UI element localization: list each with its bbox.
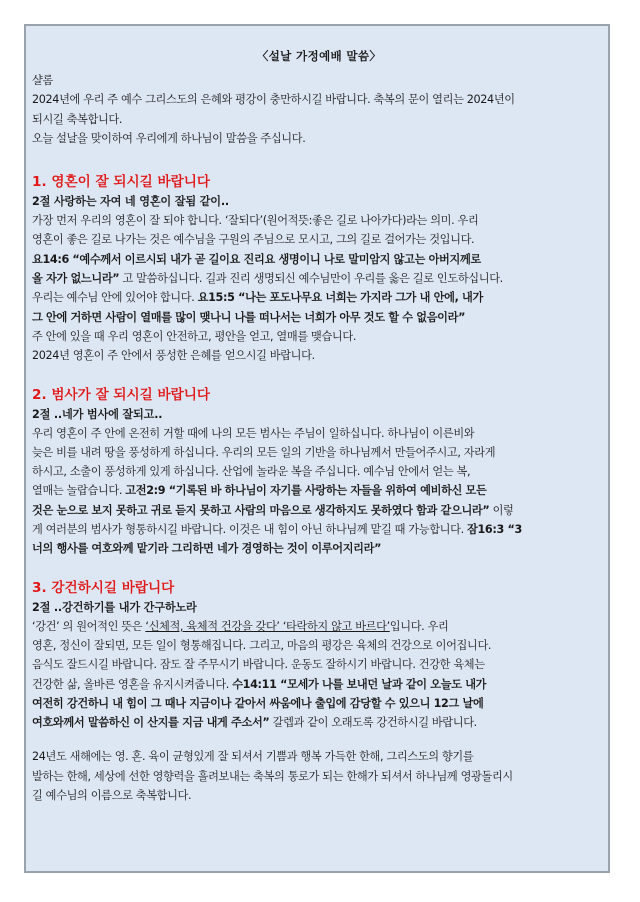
intro-line: 샬롬 [32, 74, 53, 87]
body-line [32, 481, 606, 500]
body-text: 게 여러분의 범사가 형통하시길 바랍니다. 이것은 내 힘이 아닌 하나님께 맡길 때 가능합니다. [32, 523, 468, 537]
intro-line: 되시길 축복합니다. [32, 112, 123, 126]
body-line [32, 675, 606, 694]
intro-block [32, 71, 606, 148]
document-body [32, 48, 606, 805]
body-line [32, 269, 606, 288]
body-text: ‘강건’ 의 원어적인 뜻은 [32, 619, 146, 633]
scripture-quote: 잠16:3 “3 [467, 523, 522, 537]
scripture-quote: 고전2:9 “기록된 바 하나님이 자기를 사랑하는 자들을 위하여 예비하신 모든 [125, 484, 487, 498]
body-text: 늦은 비를 내려 땅을 풍성하게 하십니다. 우리의 모든 일의 기반을 하나님께서 만들어주시고, 자라게 [32, 445, 496, 459]
body-line [32, 655, 606, 674]
body-text: 영혼이 좋은 길로 나가는 것은 예수님을 구원의 주님으로 모시고, 그의 길로 걸어가는 것입니다. [32, 233, 475, 247]
body-line [32, 520, 606, 539]
closing-line: 발하는 한해, 세상에 선한 영향력을 흘려보내는 축복의 통로가 되는 한해가 되셔서 하나님께 영광돌리시 [32, 769, 513, 783]
scripture-quote: 것은 눈으로 보지 못하고 귀로 듣지 못하고 사람의 마음으로 생각하지도 못하였다 함과 같으니라” [32, 503, 490, 517]
body-text: 갈렙과 같이 오래도록 강건하시길 바랍니다. [269, 716, 477, 730]
body-text: 가장 먼저 우리의 영혼이 잘 되야 합니다. ‘잘되다’(원어적뜻:좋은 길로 나아가다)라는 의미. 우리 [32, 214, 479, 228]
closing-line: 길 예수님의 이름으로 축복합니다. [32, 789, 192, 803]
body-text: 이렇 [489, 503, 514, 517]
intro-line: 오늘 설날을 맞이하여 우리에게 하나님이 말씀을 주십니다. [32, 131, 306, 145]
body-line [32, 250, 606, 269]
body-line [32, 713, 606, 732]
section-body [32, 424, 606, 559]
body-line [32, 211, 606, 230]
scripture-quote: 요15:5 “나는 포도나무요 너희는 가지라 그가 내 안에, 내가 [197, 291, 483, 305]
body-text: 우리 영혼이 주 안에 온전히 거할 때에 나의 모든 범사는 주님이 일하십니다. 하나님이 이른비와 [32, 426, 475, 440]
body-line [32, 424, 606, 443]
intro-line: 2024년에 우리 주 예수 그리스도의 은혜와 평강이 충만하시길 바랍니다. 축복의 문이 열리는 2024년이 [32, 93, 515, 107]
body-line [32, 617, 606, 636]
body-text: ‘신체적, 육체적 건강을 갖다’ ‘타락하지 않고 바르다’ [145, 619, 390, 633]
scripture-quote: 여호와께서 말씀하신 이 산지를 지금 내게 주소서” [32, 716, 270, 730]
body-line [32, 539, 606, 558]
section-body [32, 211, 606, 365]
closing-block [32, 747, 606, 805]
body-line [32, 230, 606, 249]
body-line [32, 443, 606, 462]
body-line [32, 636, 606, 655]
section-subheading: 2절 사랑하는 자여 네 영혼이 잘됨 같이.. [32, 195, 229, 209]
body-line [32, 288, 606, 307]
page-title: 〈설날 가정예배 말씀〉 [256, 49, 382, 63]
body-text: 음식도 잘드시길 바랍니다. 잠도 잘 주무시기 바랍니다. 운동도 잘하시기 바랍니다. 건강한 육체는 [32, 658, 485, 672]
body-text: 고 말씀하십니다. 길과 진리 생명되신 예수님만이 우리를 옳은 길로 인도하십니다. [119, 272, 503, 286]
section-3 [32, 578, 606, 733]
section-subheading: 2절 ..네가 범사에 잘되고.. [32, 407, 163, 421]
section-2 [32, 385, 606, 559]
section-heading: 2. 범사가 잘 되시길 바랍니다 [32, 386, 210, 403]
section-body [32, 617, 606, 733]
body-text: 주 안에 있을 때 우리 영혼이 안전하고, 평안을 얻고, 열매를 맺습니다. [32, 329, 357, 343]
section-subheading: 2절 ..강건하기를 내가 간구하노라 [32, 600, 197, 614]
body-line [32, 462, 606, 481]
document-frame [24, 24, 610, 873]
body-text: 입니다. 우리 [389, 619, 449, 633]
body-text: 건강한 삶, 올바른 영혼을 유지시켜줍니다. [32, 677, 233, 691]
section-heading: 1. 영혼이 잘 되시길 바랍니다 [32, 174, 210, 191]
body-line [32, 346, 606, 365]
body-text: 하시고, 소출이 풍성하게 있게 하십니다. 산업에 놀라운 복을 주십니다. 예수님 안에서 얻는 복, [32, 465, 471, 479]
body-line [32, 308, 606, 327]
scripture-quote: 수14:11 “모세가 나를 보내던 날과 같이 오늘도 내가 [232, 677, 487, 691]
scripture-quote: 요14:6 “예수께서 이르시되 내가 곧 길이요 진리요 생명이니 나로 말미암지 않고는 아버지께로 [32, 252, 481, 266]
section-heading: 3. 강건하시길 바랍니다 [32, 579, 175, 596]
scripture-quote: 그 안에 거하면 사람이 열매를 많이 맺나니 나를 떠나서는 너희가 아무 것도 할 수 없음이라” [32, 310, 466, 324]
scripture-quote: 올 자가 없느니라” [32, 272, 120, 286]
body-text: 우리는 예수님 안에 있어야 합니다. [32, 291, 198, 305]
closing-line: 24년도 새해에는 영. 혼. 육이 균형있게 잘 되셔서 기쁨과 행복 가득한 한해, 그리스도의 향기를 [32, 750, 474, 764]
body-text: 2024년 영혼이 주 안에서 풍성한 은혜를 얻으시길 바랍니다. [32, 349, 315, 363]
section-1 [32, 172, 606, 365]
body-text: 영혼, 정신이 잘되면, 모든 일이 형통해집니다. 그리고, 마음의 평강은 육체의 건강으로 이어집니다. [32, 638, 492, 652]
body-text: 열매는 놀랍습니다. [32, 484, 126, 498]
scripture-quote: 여전히 강건하니 내 힘이 그 때나 지금이나 같아서 싸움에나 출입에 감당할 수 있으니 12그 날에 [32, 696, 484, 710]
body-line [32, 694, 606, 713]
scripture-quote: 너의 행사를 여호와께 맡기라 그리하면 네가 경영하는 것이 이루어지리라” [32, 542, 382, 556]
body-line [32, 501, 606, 520]
body-line [32, 327, 606, 346]
